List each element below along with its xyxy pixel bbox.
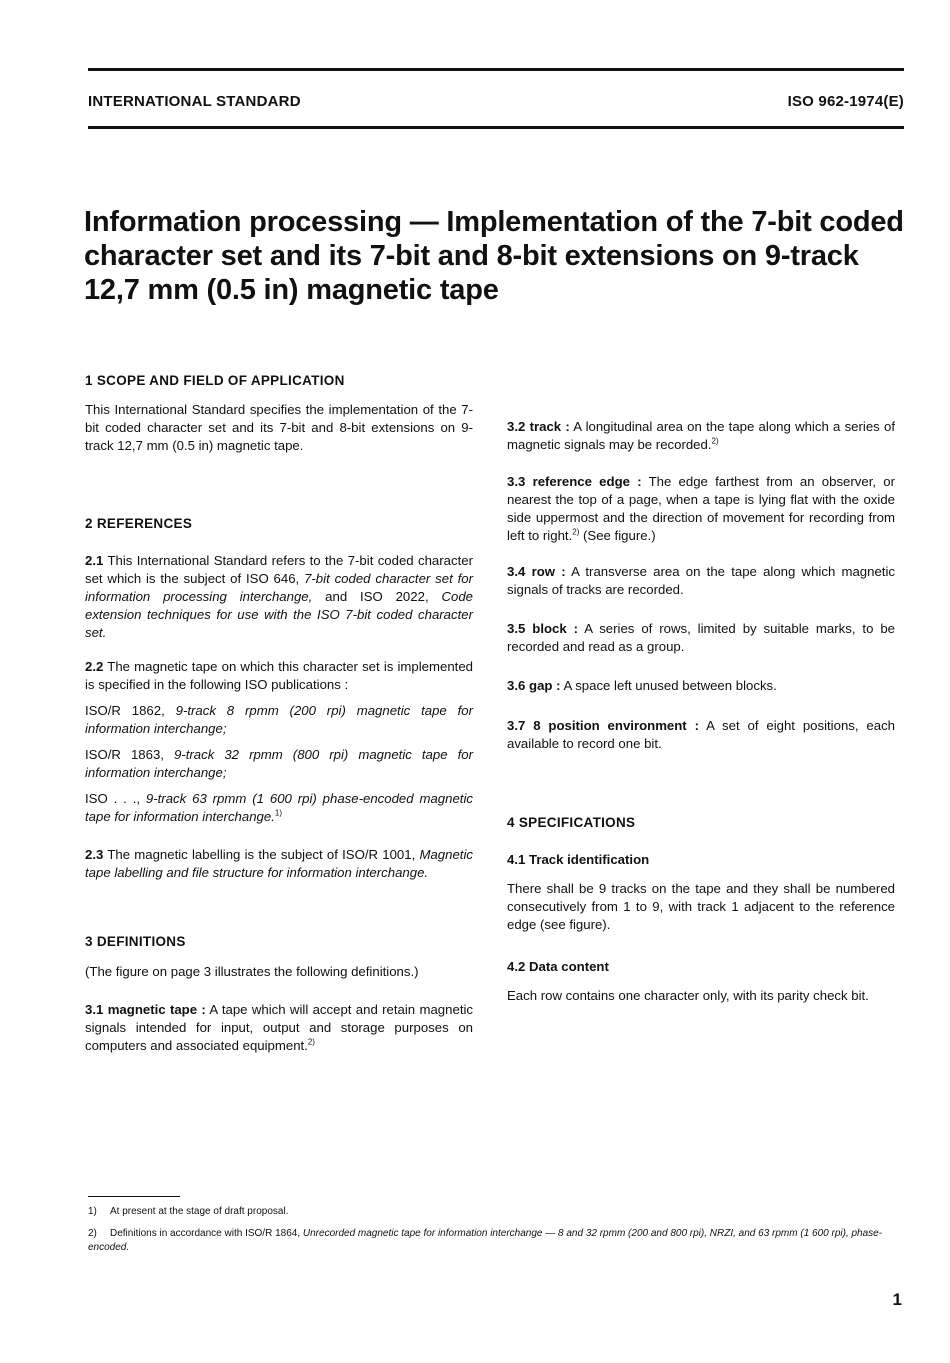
footnote-2: 2) Definitions in accordance with ISO/R 1864, Unrecorded magnetic tape for information interchange — 8 and 32 rpmm (200 and 800 rpi), NRZI, and 63 rpmm (1 600 rpi), phase-encoded. [88,1228,883,1253]
footnote-ref-2: 2) [572,527,580,537]
term-magnetic-tape: magnetic tape : [107,1002,206,1017]
section-1-text: This International Standard specifies the implementation of the 7-bit coded character set and its 7-bit and 8-bit extensions on 9-track 12,7 mm (0.5 in) magnetic tape. [85,402,473,453]
term-8-position-environment: 8 position environment : [533,718,699,733]
footnote-1: 1) At present at the stage of draft proposal. [88,1206,289,1217]
footnotes [88,1205,908,1255]
document-title [84,205,914,307]
definition-3-4: 3.4 row : A transverse area on the tape along which magnetic signals of tracks are recorded. [507,564,895,597]
footnote-ref-2: 2) [711,436,719,446]
definition-3-2: 3.2 track : A longitudinal area on the tape along which a series of magnetic signals may be recorded.$^{2)}$ [507,419,896,452]
section-3-heading: 3 DEFINITIONS [85,934,186,949]
definition-3-1: 3.1 magnetic tape : A tape which will accept and retain magnetic signals intended for input, output and storage purposes on computers and associated equipment.$^{2)}$ [85,1002,474,1053]
header-top-rule [88,68,904,71]
title-line-3: 12,7 mm (0.5 in) magnetic tape [84,274,499,306]
section-4-1-text: There shall be 9 tracks on the tape and they shall be numbered consecutively from 1 to 9, with track 1 adjacent to the reference edge (see figure). [507,881,895,932]
title-line-2: character set and its 7-bit and 8-bit extensions on 9-track [84,240,859,272]
standard-type-label: INTERNATIONAL STANDARD [88,93,301,110]
section-3-intro: (The figure on page 3 illustrates the following definitions.) [85,964,419,979]
right-column [507,372,895,1005]
section-2-heading: 2 REFERENCES [85,516,193,531]
term-block: block : [532,621,579,636]
header-bottom-rule [88,126,904,129]
clause-2-3-number: 2.3 [85,847,104,862]
section-1-heading: 1 SCOPE AND FIELD OF APPLICATION [85,373,345,388]
section-4-2-heading: 4.2 Data content [507,959,609,974]
reference-iso-r-1862: ISO/R 1862, 9-track 8 rpmm (200 rpi) magnetic tape for information interchange; [85,703,474,736]
left-column [85,372,473,1055]
clause-2-2: 2.2 The magnetic tape on which this character set is implemented is specified in the following ISO publications : [85,659,473,692]
definition-3-7: 3.7 8 position environment : A set of eight positions, each available to record one bit. [507,718,895,751]
definition-3-5: 3.5 block : A series of rows, limited by suitable marks, to be recorded and read as a group. [507,621,895,654]
term-row: row : [531,564,566,579]
section-4-1-heading: 4.1 Track identification [507,852,650,867]
section-4-2-text: Each row contains one character only, with its parity check bit. [507,988,869,1003]
reference-iso-r-1863: ISO/R 1863, 9-track 32 rpmm (800 rpi) magnetic tape for information interchange; [85,747,473,780]
footnote-ref-1: 1) [274,808,282,818]
section-4-heading: 4 SPECIFICATIONS [507,815,636,830]
definition-3-6: 3.6 gap : A space left unused between blocks. [507,678,777,693]
clause-2-1-number: 2.1 [85,553,104,568]
term-reference-edge: reference edge : [532,474,642,489]
definition-3-3: 3.3 reference edge : The edge farthest from an observer, or nearest the top of a page, when a tape is lying flat with the oxide side uppermost and the direction of movement for recording from left to right.$^{2)}$ (See figure.) [507,474,895,543]
term-track: track : [529,419,570,434]
standard-number: ISO 962-1974(E) [787,93,904,110]
clause-2-1: 2.1 This International Standard refers to the 7-bit coded character set which is the subject of ISO 646, 7-bit coded character set for information processing interchange, and ISO 2022, Code extension techniques for use with the ISO 7-bit coded character set. [85,553,473,640]
page-number: 1 [892,1290,902,1309]
footnote-rule [88,1196,180,1197]
reference-iso-draft: ISO . . ., 9-track 63 rpmm (1 600 rpi) phase-encoded magnetic tape for information interchange.$^{1)}$ [85,791,473,824]
clause-2-2-number: 2.2 [85,659,104,674]
term-gap: gap : [529,678,561,693]
title-line-1: Information processing — Implementation of the 7-bit coded [84,206,904,238]
clause-2-3: 2.3 The magnetic labelling is the subject of ISO/R 1001, Magnetic tape labelling and file structure for information interchange. [85,847,473,880]
footnote-ref-2: 2) [307,1037,315,1047]
